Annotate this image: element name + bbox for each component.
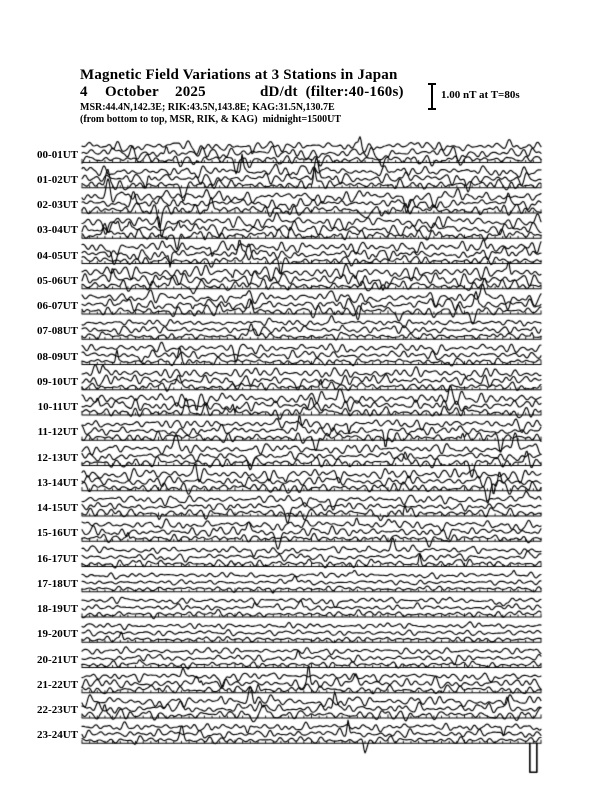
row-label: 06-07UT: [37, 300, 78, 312]
row-label: 05-06UT: [37, 274, 78, 287]
row-label: 04-05UT: [37, 249, 78, 262]
row-label: 19-20UT: [37, 628, 78, 641]
scale-bar: [428, 83, 558, 111]
scale-bar-label: 1.00 nT at T=80s: [441, 89, 520, 101]
subtitle-month: October: [105, 84, 159, 100]
plot-note-line: (from bottom to top, MSR, RIK, & KAG) midnight=1500UT: [80, 113, 342, 125]
row-label: 02-03UT: [37, 199, 78, 211]
row-label: 16-17UT: [37, 552, 78, 565]
subtitle-component-filter: dD/dt (filter:40-160s): [260, 84, 404, 100]
row-label: 11-12UT: [37, 426, 78, 439]
subtitle-day: 4: [80, 84, 88, 100]
row-label: 13-14UT: [37, 476, 78, 489]
row-label: 03-04UT: [37, 224, 78, 237]
stations-coordinates-line: MSR:44.4N,142.3E; RIK:43.5N,143.8E; KAG:31.5N,130.7E: [80, 102, 335, 113]
row-label: 01-02UT: [37, 173, 78, 186]
row-label: 20-21UT: [37, 653, 78, 666]
row-label: 14-15UT: [37, 502, 78, 514]
row-label: 12-13UT: [37, 451, 78, 464]
row-label: 09-10UT: [37, 375, 78, 388]
row-label: 08-09UT: [37, 350, 78, 363]
chart-title: Magnetic Field Variations at 3 Stations in Japan: [80, 67, 398, 83]
row-label: 22-23UT: [37, 704, 78, 716]
scale-bar-glyph: [431, 83, 433, 110]
row-label: 21-22UT: [37, 678, 78, 691]
row-label: 23-24UT: [37, 729, 78, 742]
subtitle-year: 2025: [175, 84, 206, 100]
row-label: 18-19UT: [37, 603, 78, 615]
row-label: 10-11UT: [37, 401, 78, 413]
row-label: 00-01UT: [37, 148, 78, 161]
row-label: 07-08UT: [37, 325, 78, 338]
row-label: 17-18UT: [37, 577, 78, 590]
row-label: 15-16UT: [37, 527, 78, 540]
